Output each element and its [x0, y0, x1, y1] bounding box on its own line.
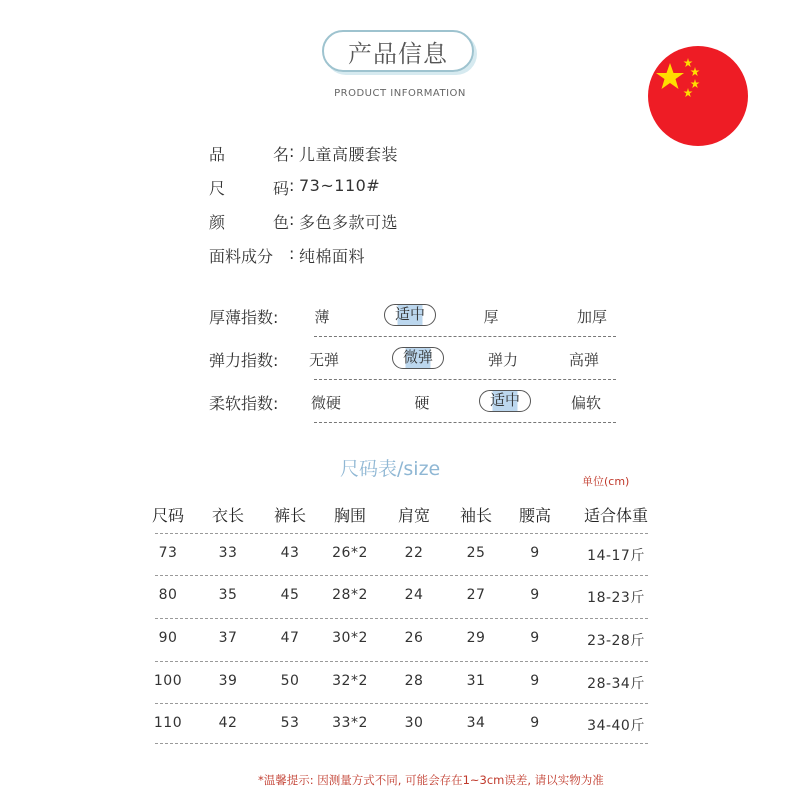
info-label-char: 品	[209, 145, 226, 164]
table-cell: 9	[530, 587, 540, 603]
info-value: 儿童高腰套装	[299, 145, 399, 164]
table-cell: 9	[530, 673, 540, 689]
table-cell: 18-23斤	[587, 590, 645, 606]
table-cell: 53	[280, 715, 300, 731]
table-cell: 9	[530, 630, 540, 646]
table-cell: 33	[218, 545, 238, 561]
table-cell: 42	[218, 715, 238, 731]
table-cell: 27	[466, 587, 486, 603]
table-cell: 22	[404, 545, 424, 561]
unit-label: 单位(cm)	[582, 475, 630, 488]
table-cell: 73	[158, 545, 178, 561]
table-row-divider	[155, 575, 648, 576]
info-label-char: 色	[272, 213, 289, 232]
section-title: 产品信息	[348, 39, 448, 68]
table-row-divider	[155, 618, 648, 619]
table-row-divider	[155, 661, 648, 662]
info-row	[209, 142, 398, 165]
index-option: 高弹	[568, 351, 599, 369]
table-header-cell: 袖长	[459, 506, 492, 525]
index-option: 弹力	[487, 351, 518, 369]
table-row-divider	[155, 743, 648, 744]
table-cell: 9	[530, 715, 540, 731]
table-cell: 43	[280, 545, 300, 561]
info-value: 纯棉面料	[299, 247, 366, 266]
info-colon: :	[289, 210, 295, 229]
index-label: 厚薄指数:	[209, 308, 279, 327]
size-table-title: 尺码表/size	[340, 458, 441, 480]
index-option: 偏软	[570, 394, 601, 412]
section-subtitle: PRODUCT INFORMATION	[334, 88, 466, 99]
table-cell: 50	[280, 673, 300, 689]
notice-text: *温馨提示: 因测量方式不同, 可能会存在1~3cm误差, 请以实物为准	[258, 773, 604, 787]
info-label-char: 名	[272, 145, 289, 164]
info-label	[209, 176, 289, 199]
info-label-char: 面料成分	[209, 247, 274, 266]
table-cell: 39	[218, 673, 238, 689]
table-cell: 34-40斤	[587, 718, 645, 734]
table-header-cell: 裤长	[273, 506, 306, 525]
index-divider	[314, 336, 616, 337]
index-option: 微硬	[310, 394, 341, 412]
index-option: 薄	[314, 308, 330, 326]
index-divider	[314, 422, 616, 423]
info-label	[209, 210, 289, 233]
table-cell: 30*2	[332, 630, 368, 646]
table-cell: 32*2	[332, 673, 368, 689]
table-cell: 23-28斤	[587, 633, 645, 649]
table-cell: 26	[404, 630, 424, 646]
info-label	[209, 244, 289, 267]
info-colon: :	[289, 176, 295, 195]
index-option-selected: 适中	[384, 304, 436, 326]
table-cell: 45	[280, 587, 300, 603]
table-cell: 110	[153, 715, 183, 731]
table-header-cell: 适合体重	[583, 506, 648, 525]
table-cell: 33*2	[332, 715, 368, 731]
index-option-selected: 微弹	[392, 347, 444, 369]
info-row	[209, 210, 398, 233]
info-row	[209, 244, 365, 267]
index-divider	[314, 379, 616, 380]
table-cell: 90	[158, 630, 178, 646]
index-option: 加厚	[576, 308, 607, 326]
table-cell: 35	[218, 587, 238, 603]
index-label: 柔软指数:	[209, 394, 279, 413]
info-value: 多色多款可选	[299, 213, 399, 232]
table-header-cell: 尺码	[151, 506, 184, 525]
index-option: 厚	[483, 308, 499, 326]
table-cell: 47	[280, 630, 300, 646]
table-cell: 26*2	[332, 545, 368, 561]
table-header-cell: 衣长	[211, 506, 244, 525]
info-label	[209, 142, 289, 165]
table-cell: 9	[530, 545, 540, 561]
index-option: 无弹	[308, 351, 339, 369]
info-label-char: 颜	[209, 213, 226, 232]
index-option: 硬	[414, 394, 430, 412]
table-cell: 29	[466, 630, 486, 646]
table-header-cell: 胸围	[333, 506, 366, 525]
info-row	[209, 176, 380, 199]
table-cell: 100	[153, 673, 183, 689]
table-cell: 24	[404, 587, 424, 603]
info-colon: :	[289, 142, 295, 161]
table-cell: 37	[218, 630, 238, 646]
table-cell: 30	[404, 715, 424, 731]
index-label: 弹力指数:	[209, 351, 279, 370]
info-colon: :	[289, 244, 295, 263]
table-cell: 80	[158, 587, 178, 603]
table-row-divider	[155, 533, 648, 534]
info-label-char: 码	[272, 179, 289, 198]
info-value: 73~110#	[299, 176, 381, 195]
table-cell: 28*2	[332, 587, 368, 603]
table-cell: 28	[404, 673, 424, 689]
table-header-cell: 腰高	[518, 506, 551, 525]
table-cell: 34	[466, 715, 486, 731]
info-label-char: 尺	[209, 179, 226, 198]
index-option-selected: 适中	[479, 390, 531, 412]
table-cell: 28-34斤	[587, 676, 645, 692]
table-row-divider	[155, 703, 648, 704]
table-header-cell: 肩宽	[397, 506, 430, 525]
china-flag-icon	[648, 46, 748, 146]
section-title-pill	[322, 30, 474, 72]
table-cell: 14-17斤	[587, 548, 645, 564]
table-cell: 31	[466, 673, 486, 689]
table-cell: 25	[466, 545, 486, 561]
